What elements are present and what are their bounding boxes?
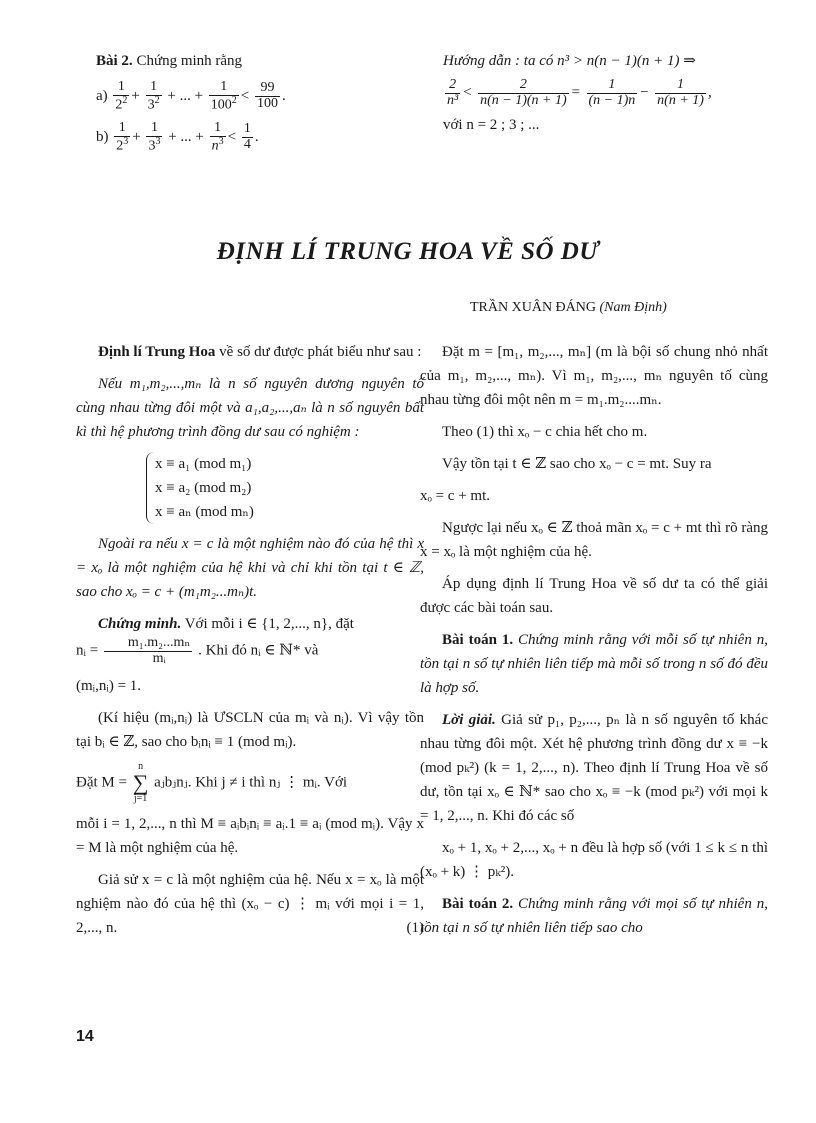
equation-number: (1) (406, 920, 424, 937)
solution (420, 708, 768, 828)
solution-text: Giả sử p₁, p₂,..., pₙ là n số nguyên tố khác nhau từng đôi một. Xét hệ phương trình đồng dư x ≡ −k (mod pₖ²) (k = 1, 2,..., n). Theo định lí Trung Hoa về số dư, tồn tại xₒ ∈ ℕ* sao cho xₒ ≡ −k (mod pₖ²) với mọi k = 1, 2,..., n. Khi đó các số (420, 712, 768, 824)
ni-fraction: $\frac{\text{m₁.m₂...mₙ}}{\text{mᵢ}}$ (104, 636, 193, 666)
problem-2-title: Bài toán 2. (442, 896, 514, 912)
paragraph (76, 340, 424, 364)
paragraph: (mᵢ,nᵢ) = 1. (76, 678, 142, 695)
author-line (470, 300, 667, 316)
part-a-dots: + ... + (167, 87, 204, 104)
fraction: $\frac{1}{n(n + 1)}$ (657, 77, 704, 108)
hint-label: Hướng dẫn (443, 53, 512, 69)
problem-2-text: Chứng minh rằng với mọi số tự nhiên n, tồn tại n số tự nhiên liên tiếp sao cho (420, 896, 768, 936)
bai2-title: Bài 2. (96, 53, 133, 69)
paragraph-text: về số dư được phát biểu như sau : (219, 344, 422, 360)
proof-intro (76, 612, 424, 666)
paragraph: xₒ = c + mt. (420, 488, 490, 504)
author-place: (Nam Định) (599, 300, 667, 315)
fraction: $\frac{2}{\text{n³}}$ (447, 77, 459, 108)
part-a-rhs: $\frac{99}{100}$ (257, 80, 279, 112)
author-name: TRẦN XUÂN ĐÁNG (470, 300, 596, 315)
part-a-label: a) (96, 87, 108, 104)
fraction: $\frac{1}{(n - 1)n}$ (588, 77, 636, 108)
paragraph: Theo (1) thì xₒ − c chia hết cho m. (442, 424, 648, 440)
problem-1 (420, 628, 768, 700)
fraction: $\frac{2}{n(n - 1)(n + 1)}$ (480, 77, 567, 108)
hint-line2: $\frac{2}{\text{n³}}$ < $\frac{2}{n(n - 1)(n + 1)}$ = $\frac{1}{(n - 1)n}$ − $\frac{1}{n(n + 1)}$ , (447, 77, 712, 108)
bai2-heading (96, 50, 396, 72)
fraction: $\frac{1}{2^3}$ (116, 120, 129, 154)
left-column (76, 340, 424, 948)
system-line-2: x ≡ a₂ (mod m₂) (155, 480, 252, 496)
sum-paragraph (76, 762, 424, 804)
page-number: 14 (76, 1028, 94, 1045)
bai2-part-b: b) $\frac{1}{2^3}$ + $\frac{1}{3^3}$ + ... + $\frac{1}{n^3}$ < $\frac{1}{4}$ . (96, 120, 259, 154)
proof-label: Chứng minh. (98, 616, 182, 632)
right-column (420, 340, 768, 948)
part-b-label: b) (96, 128, 109, 145)
fraction: $\frac{1}{n^3}$ (211, 120, 224, 154)
system-line-3: x ≡ aₙ (mod mₙ) (155, 504, 254, 520)
theorem-statement: Nếu m₁,m₂,...,mₙ là n số nguyên dương nguyên tố cùng nhau từng đôi một và a₁,a₂,...,aₙ là n số nguyên bất kì thì hệ phương trình đồng dư sau có nghiệm : (76, 376, 424, 440)
paragraph: xₒ + 1, xₒ + 2,..., xₒ + n đều là hợp số (với 1 ≤ k ≤ n thì (xₒ + k) ⋮ pₖ²). (420, 840, 768, 880)
bai2-text: Chứng minh rằng (136, 53, 243, 69)
problem-1-title: Bài toán 1. (442, 632, 514, 648)
bold-term: Định lí Trung Hoa (98, 344, 216, 360)
paragraph (76, 868, 424, 940)
system-brace (146, 452, 254, 524)
part-b-rhs: $\frac{1}{4}$ (243, 121, 251, 153)
paragraph-text: Với mỗi i ∈ {1, 2,..., n}, đặt (184, 616, 354, 632)
ni-label: nᵢ = (76, 642, 99, 659)
paragraph: Đặt m = [m₁, m₂,..., mₙ] (m là bội số chung nhỏ nhất của m₁, m₂,..., mₙ). Vì m₁, m₂,..., mₙ nguyên tố cùng nhau từng đôi một nên m = m₁.m₂....mₙ. (420, 344, 768, 408)
problem-1-text: Chứng minh rằng với mỗi số tự nhiên n, tồn tại n số tự nhiên liên tiếp mà mỗi số trong n số đó đều là hợp số. (420, 632, 768, 696)
solution-label: Lời giải. (442, 712, 496, 728)
hint-text: : ta có n³ > n(n − 1)(n + 1) ⇒ (515, 53, 696, 69)
bai2-block (96, 50, 396, 154)
paragraph-text: . Khi đó nᵢ ∈ ℕ* và (198, 642, 319, 659)
hint-line3: với n = 2 ; 3 ; ... (443, 117, 540, 134)
paragraph: Ngược lại nếu xₒ ∈ ℤ thoả mãn xₒ = c + mt thì rõ ràng x = xₒ là một nghiệm của hệ. (420, 520, 768, 560)
paragraph-text: Giả sử x = c là một nghiệm của hệ. Nếu x = xₒ là một nghiệm nào đó của hệ thì (xₒ − c) ⋮ mᵢ với mọi i = 1, 2,..., n. (76, 872, 424, 937)
part-b-dots: + ... + (168, 128, 204, 145)
theorem-addendum: Ngoài ra nếu x = c là một nghiệm nào đó của hệ thì x = xₒ là một nghiệm của hệ khi và chỉ khi tồn tại t ∈ ℤ, sao cho xₒ = c + (m₁m₂...mₙ)t. (76, 536, 424, 600)
paragraph: Vậy tồn tại t ∈ ℤ sao cho xₒ − c = mt. Suy ra (442, 456, 712, 472)
fraction: $\frac{1}{3^3}$ (148, 120, 161, 154)
sum-symbol: n ∑ j=1 (132, 761, 149, 805)
paragraph: mỗi i = 1, 2,..., n thì M ≡ aᵢbᵢnᵢ ≡ aᵢ.1 ≡ aᵢ (mod mᵢ). Vậy x = M là một nghiệm của hệ. (76, 816, 424, 857)
hint-block (443, 50, 763, 136)
fraction: $\frac{1}{2^2}$ (115, 79, 128, 113)
bai2-part-a: a) $\frac{1}{2^2}$ + $\frac{1}{3^2}$ + ... + $\frac{1}{100^2}$ < $\frac{99}{100}$ . (96, 79, 286, 113)
problem-2 (420, 892, 768, 940)
hint-line1 (443, 50, 763, 72)
article-title: ĐỊNH LÍ TRUNG HOA VỀ SỐ DƯ (216, 238, 600, 265)
paragraph-text: aⱼbⱼnⱼ. Khi j ≠ i thì nⱼ ⋮ mᵢ. Với (154, 774, 348, 791)
congruence-system (76, 452, 424, 524)
fraction: $\frac{1}{3^2}$ (147, 79, 160, 113)
fraction: $\frac{1}{100^2}$ (210, 79, 237, 113)
paragraph: Áp dụng định lí Trung Hoa về số dư ta có thể giải được các bài toán sau. (420, 576, 768, 616)
paragraph-text: Đặt M = (76, 774, 127, 791)
paragraph: (Kí hiệu (mᵢ,nᵢ) là ƯSCLN của mᵢ và nᵢ). Vì vậy tồn tại bᵢ ∈ ℤ, sao cho bᵢnᵢ ≡ 1 (mod mᵢ). (76, 710, 424, 751)
system-line-1: x ≡ a₁ (mod m₁) (155, 456, 252, 472)
